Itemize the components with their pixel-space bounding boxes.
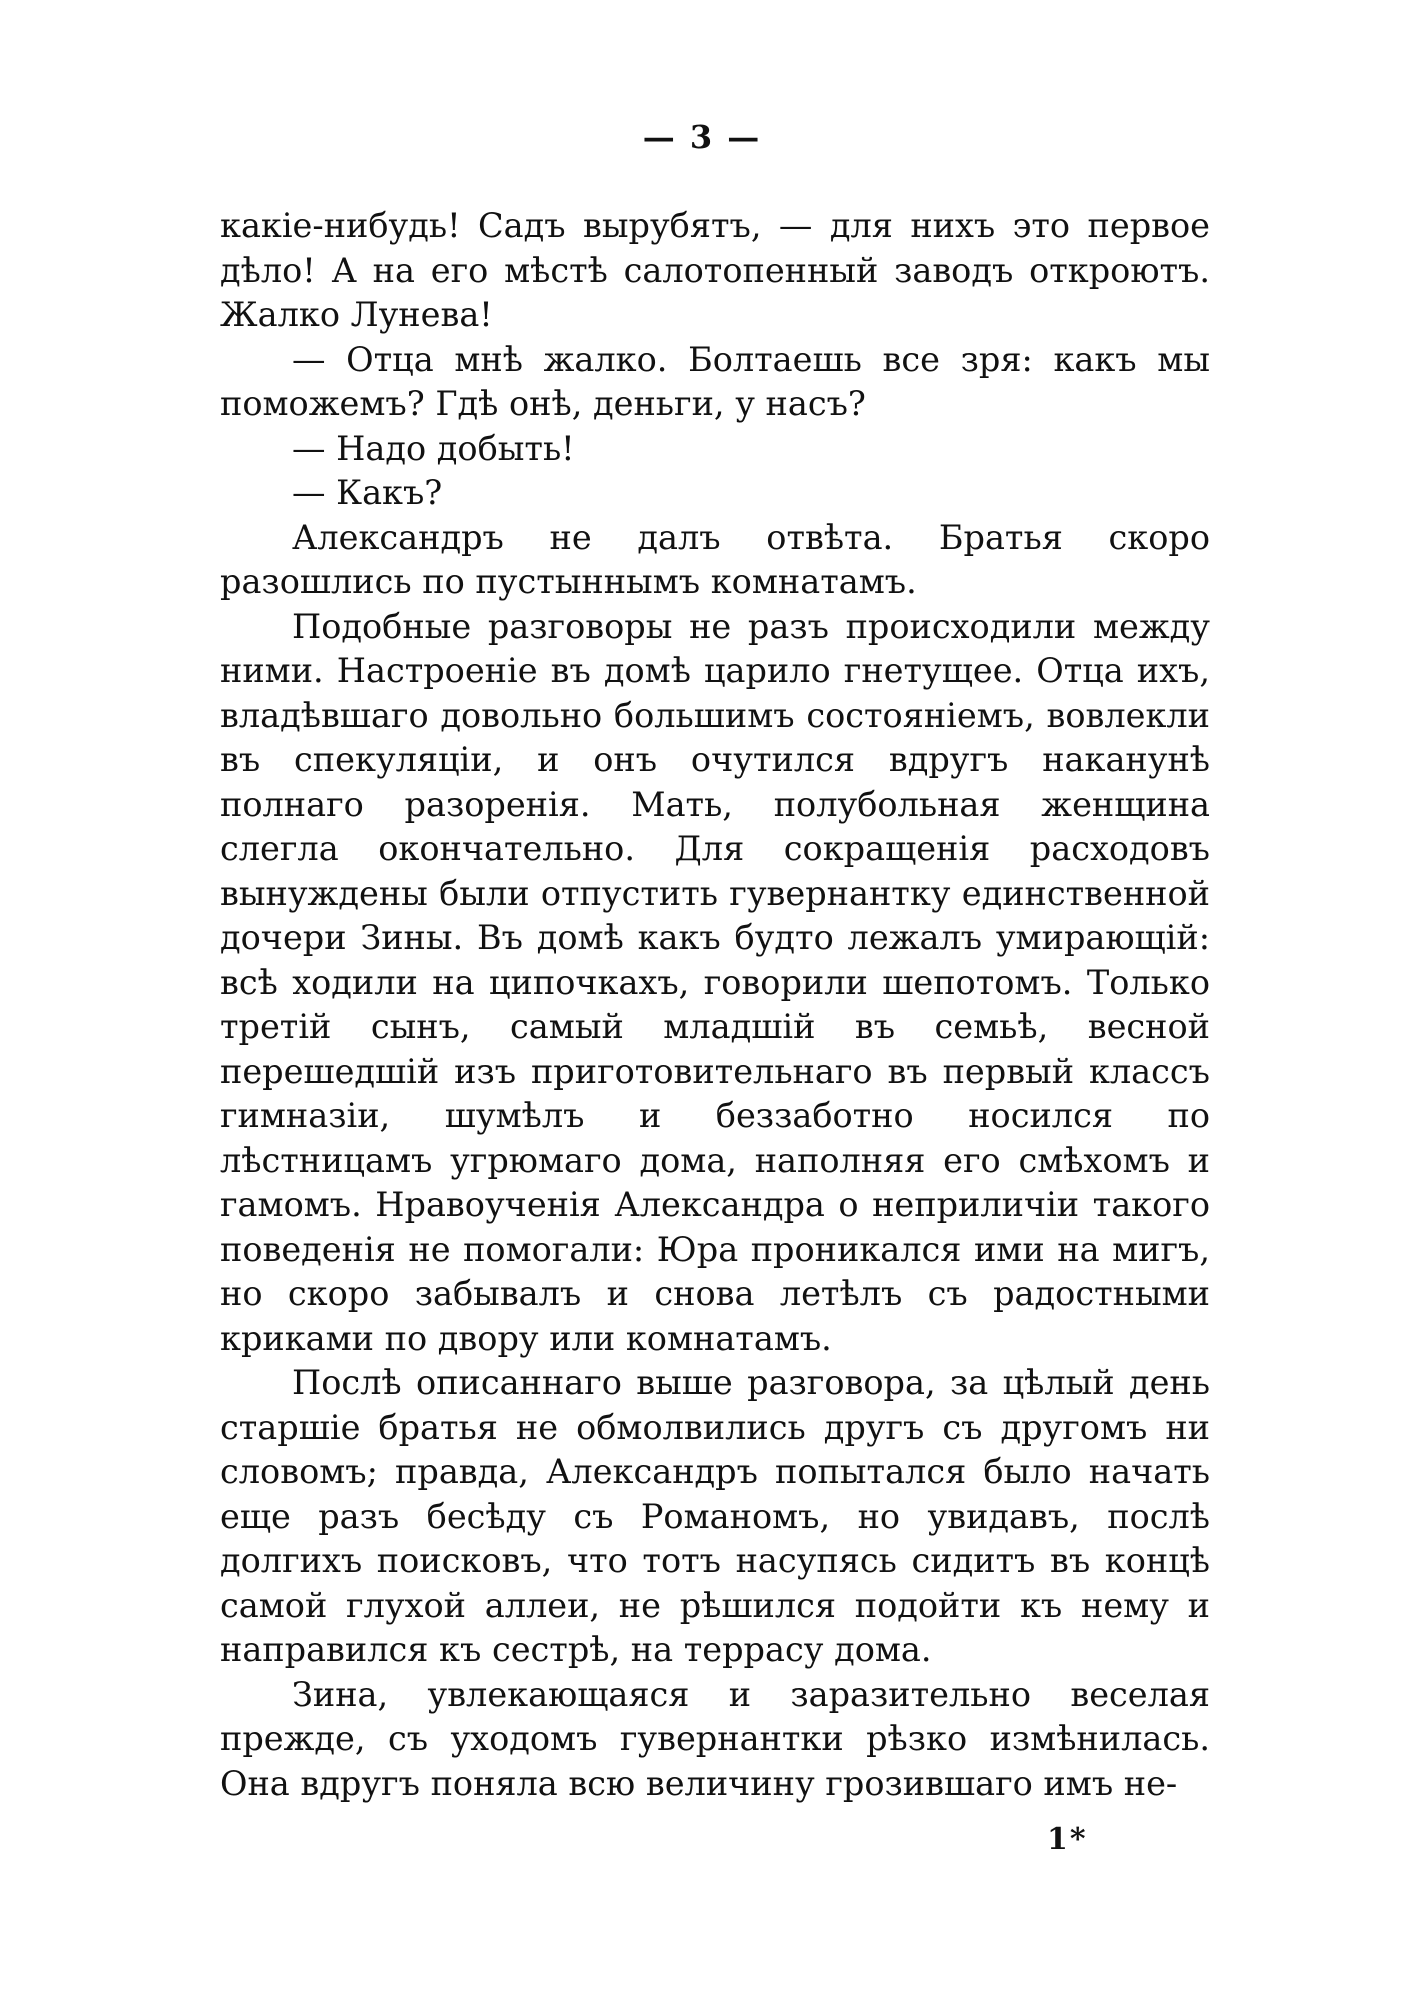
page-number: — 3 —	[642, 118, 762, 156]
body-text	[220, 204, 1210, 1806]
paragraph: Подобные разговоры не разъ происходили между ними. Настроеніе въ домѣ царило гнетущее. Отца ихъ, владѣвшаго довольно большимъ состояніемъ, вовлекли въ спекуляціи, и онъ очутился вдругъ наканунѣ полнаго разоренія. Мать, полубольная женщина слегла окончательно. Для сокращенія расходовъ вынуждены были отпустить гувернантку единственной дочери Зины. Въ домѣ какъ будто лежалъ умирающій: всѣ ходили на ципочкахъ, говорили шепотомъ. Только третій сынъ, самый младшій въ семьѣ, весной перешедшій изъ приготовительнаго въ первый классъ гимназіи, шумѣлъ и беззаботно носился по лѣстницамъ угрюмаго дома, наполняя его смѣхомъ и гамомъ. Нравоученія Александра о неприличіи такого поведенія не помогали: Юра проникался ими на мигъ, но скоро забывалъ и снова летѣлъ съ радостными криками по двору или комнатамъ.	[220, 606, 1210, 1358]
paragraph-continuation: какіе-нибудь! Садъ вырубятъ, — для нихъ это первое дѣло! А на его мѣстѣ салотопенный заводъ откроютъ. Жалко Лунева!	[220, 206, 1210, 334]
paragraph: Зина, увлекающаяся и заразительно веселая прежде, съ уходомъ гувернантки рѣзко измѣнилась. Она вдругъ поняла всю величину грозившаго имъ не-	[220, 1674, 1210, 1803]
dialogue-line: — Какъ?	[292, 473, 443, 512]
dialogue-line: — Отца мнѣ жалко. Болтаешь все зря: какъ мы поможемъ? Гдѣ онѣ, деньги, у насъ?	[220, 339, 1210, 423]
paragraph: Александръ не далъ отвѣта. Братья скоро разошлись по пустыннымъ комнатамъ.	[220, 517, 1210, 601]
signature-mark: 1*	[1047, 1822, 1088, 1857]
paragraph: Послѣ описаннаго выше разговора, за цѣлый день старшіе братья не обмолвились другъ съ другомъ ни словомъ; правда, Александръ попытался было начать еще разъ бесѣду съ Романомъ, но увидавъ, послѣ долгихъ поисковъ, что тотъ насупясь сидитъ въ концѣ самой глухой аллеи, не рѣшился подойти къ нему и направился къ сестрѣ, на террасу дома.	[220, 1363, 1210, 1669]
dialogue-line: — Надо добыть!	[292, 428, 575, 468]
